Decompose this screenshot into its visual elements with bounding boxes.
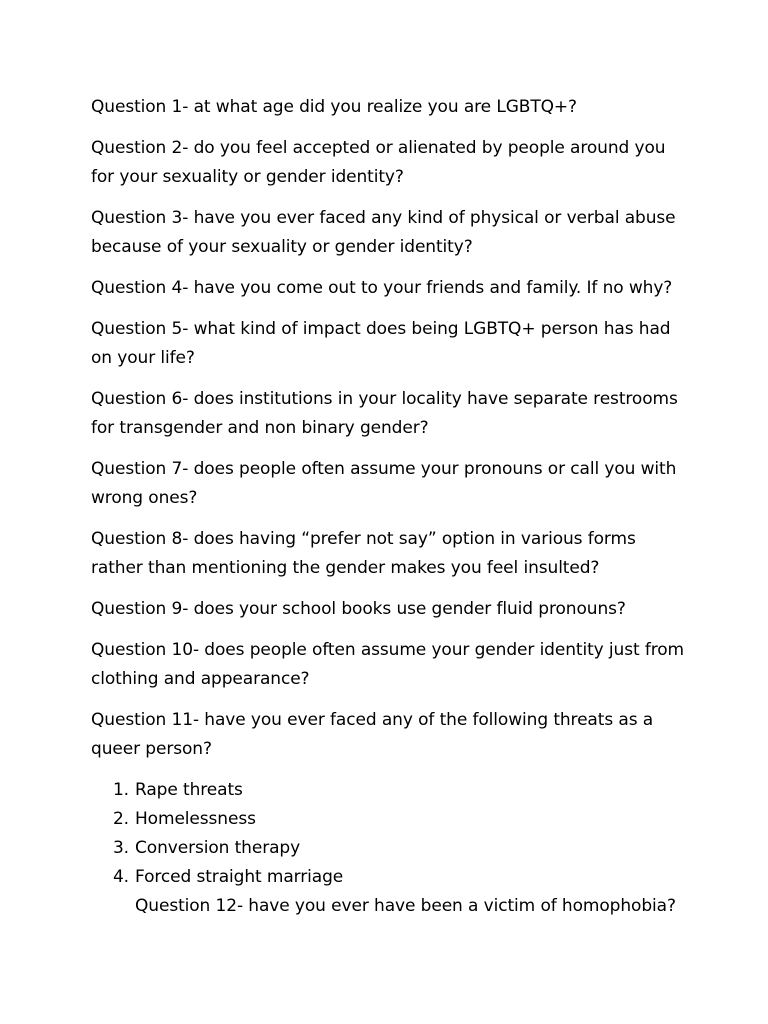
question-2: Question 2- do you feel accepted or alienated by people around you for your sexuality or gender identity? (91, 138, 666, 187)
question-12: Question 12- have you ever have been a victim of homophobia? (135, 896, 676, 916)
option-text: Forced straight marriage (135, 867, 344, 887)
question-4: Question 4- have you come out to your friends and family. If no why? (91, 278, 673, 298)
question-9: Question 9- does your school books use gender fluid pronouns? (91, 599, 626, 619)
option-number: 4. (112, 867, 129, 887)
question-7: Question 7- does people often assume your pronouns or call you with wrong ones? (91, 459, 677, 508)
question-8: Question 8- does having “prefer not say” option in various forms rather than mentioning the gender makes you feel insulted? (91, 529, 636, 578)
question-5: Question 5- what kind of impact does being LGBTQ+ person has had on your life? (91, 319, 671, 368)
threat-options-list (91, 776, 691, 892)
option-text: Conversion therapy (135, 838, 301, 858)
option-item (91, 863, 691, 892)
question-3: Question 3- have you ever faced any kind of physical or verbal abuse because of your sexuality or gender identity? (91, 208, 676, 257)
question-11: Question 11- have you ever faced any of the following threats as a queer person? (91, 710, 654, 759)
option-number: 2. (112, 809, 129, 829)
option-item (91, 805, 691, 834)
option-text: Homelessness (135, 809, 256, 829)
option-number: 1. (112, 780, 129, 800)
question-6: Question 6- does institutions in your locality have separate restrooms for transgender and non binary gender? (91, 389, 678, 438)
questionnaire (91, 93, 691, 933)
question-1: Question 1- at what age did you realize you are LGBTQ+? (91, 97, 577, 117)
option-item (91, 776, 691, 805)
question-10: Question 10- does people often assume your gender identity just from clothing and appearance? (91, 640, 685, 689)
option-number: 3. (112, 838, 129, 858)
option-item (91, 834, 691, 863)
option-text: Rape threats (135, 780, 243, 800)
